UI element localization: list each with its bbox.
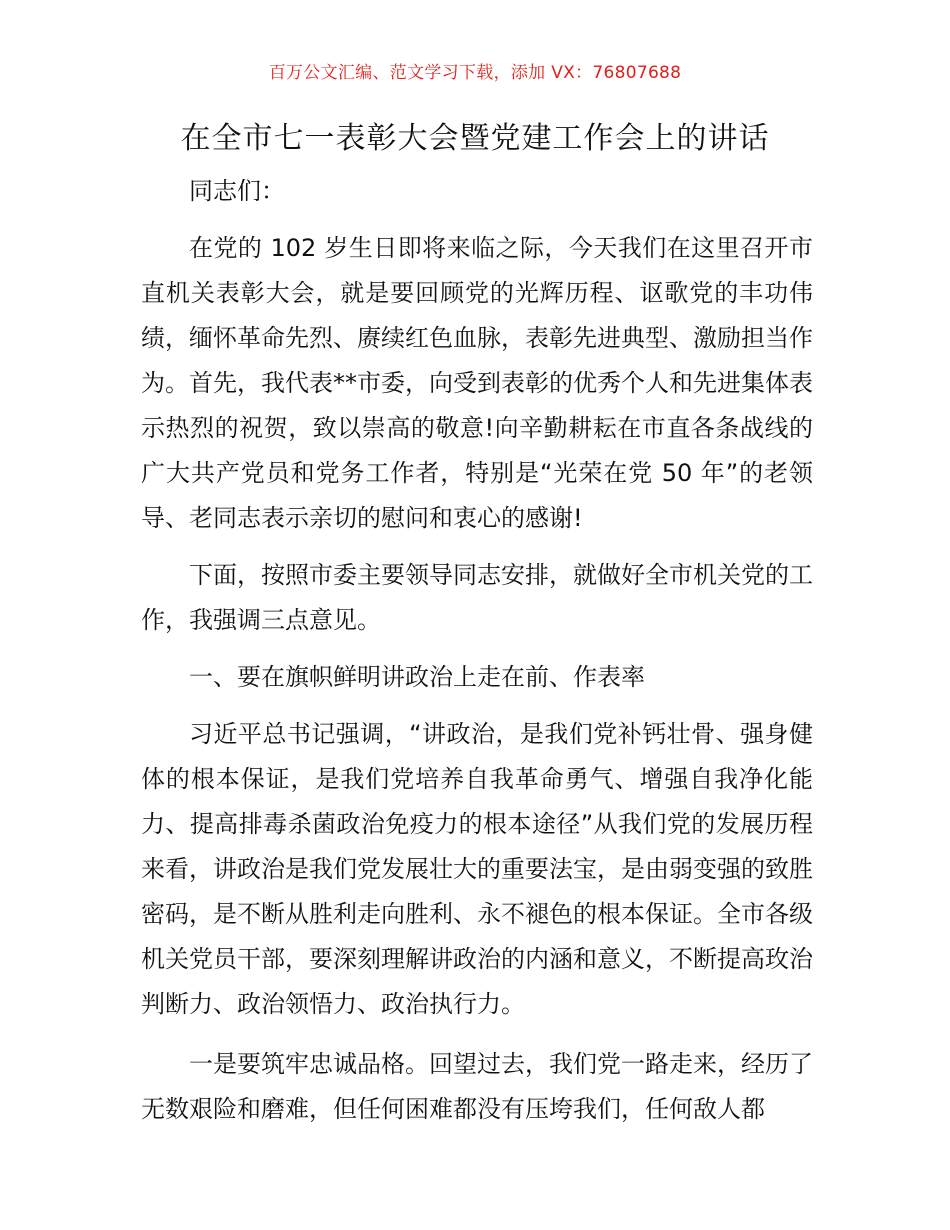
document-body	[141, 169, 813, 1132]
body-paragraph: 下面，按照市委主要领导同志安排，就做好全市机关党的工作，我强调三点意见。	[141, 561, 813, 634]
body-paragraph: 习近平总书记强调，“讲政治，是我们党补钙壮骨、强身健体的根本保证，是我们党培养自我革命勇气、增强自我净化能力、提高排毒杀菌政治免疫力的根本途径”从我们党的发展历程来看，讲政治是我们党发展壮大的重要法宝，是由弱变强的致胜密码，是不断从胜利走向胜利、永不褪色的根本保证。全市各级机关党员干部，要深刻理解讲政治的内涵和意义，不断提高玫治判断力、政治领悟力、政治执行力。	[141, 720, 813, 1018]
section-heading: 一、要在旗帜鲜明讲政治上走在前、作表率	[189, 663, 645, 691]
watermark-header: 百万公文汇编、范文学习下载，添加 VX：76807688	[268, 63, 682, 83]
document-title: 在全市七一表彰大会暨党建工作会上的讲话	[180, 121, 770, 156]
body-paragraph: 在党的 102 岁生日即将来临之际，今天我们在这里召开市直机关表彰大会，就是要回顾党的光辉历程、讴歌党的丰功伟绩，缅怀革命先烈、赓续红色血脉，表彰先进典型、激励担当作为。首先，我代表**市委，向受到表彰的优秀个人和先进集体表示热烈的祝贺，致以崇高的敬意!向辛勤耕耘在市直各条战线的广大共产党员和党务工作者，特别是“光荣在党 50 年”的老领导、老同志表示亲切的慰问和衷心的感谢!	[141, 234, 813, 532]
salutation-paragraph: 同志们：	[189, 177, 285, 205]
body-paragraph: 一是要筑牢忠诚品格。回望过去，我们党一路走来，经历了无数艰险和磨难，但任何困难都没有压垮我们，任何敌人都	[141, 1050, 813, 1123]
